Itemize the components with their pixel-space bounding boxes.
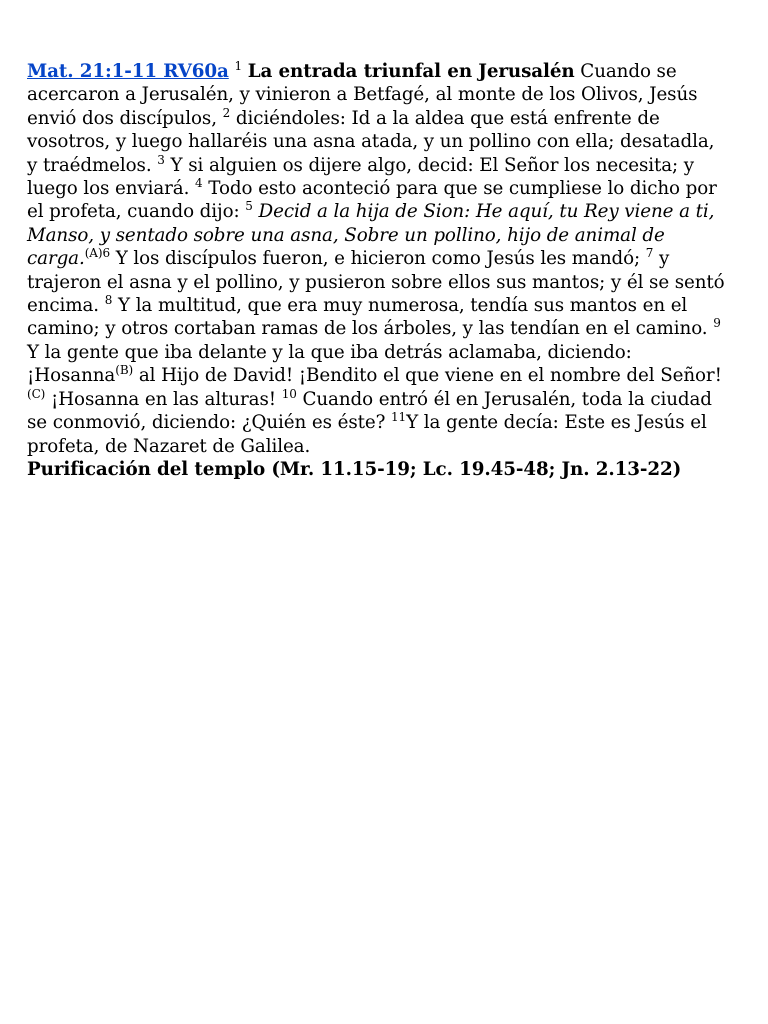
- verse-number-10: 10: [281, 386, 297, 401]
- verse-text-2: diciéndoles: Id a la aldea que está enfrente de vosotros, y luego hallaréis una asna atada, y un pollino con ella; desatadla, y traédmelos.: [27, 107, 715, 176]
- verse-text-3: Y si alguien os dijere algo, decid: El Señor los necesita; y luego los enviará.: [27, 154, 695, 200]
- verse-text-5: Decid a la hija de Sion: He aquí, tu Rey viene a ti, Manso, y sentado sobre una asna, Sobre un pollino, hijo de animal de carga.: [27, 201, 715, 270]
- next-section-heading: Purificación del templo (Mr. 11.15-19; Lc. 19.45-48; Jn. 2.13-22): [27, 458, 682, 480]
- passage-reference-link[interactable]: Mat. 21:1-11 RV60a: [27, 61, 229, 82]
- cross-reference-a[interactable]: (A): [84, 246, 103, 261]
- verse-number-7: 7: [645, 246, 654, 261]
- verse-number-11: 11: [390, 410, 407, 424]
- verse-text-9c: ¡Hosanna en las alturas!: [45, 388, 282, 410]
- verse-text-4: Todo esto aconteció para que se cumpliese lo dicho por el profeta, cuando dijo:: [27, 178, 717, 223]
- passage-paragraph: [27, 60, 727, 458]
- verse-number-4: 4: [195, 175, 203, 190]
- verse-text-1: Cuando se acercaron a Jerusalén, y vinieron a Betfagé, al monte de los Olivos, Jesús envió dos discípulos,: [27, 61, 698, 129]
- verse-text-10: Cuando entró él en Jerusalén, toda la ciudad se conmovió, diciendo: ¿Quién es éste?: [27, 388, 712, 434]
- verse-number-5: 5: [245, 199, 253, 214]
- verse-number-6: 6: [102, 246, 110, 261]
- bible-passage: [27, 60, 727, 481]
- verse-text-11: Y la gente decía: Este es Jesús el profeta, de Nazaret de Galilea.: [27, 412, 707, 457]
- verse-number-8: 8: [104, 292, 113, 307]
- verse-text-9a: Y la gente que iba delante y la que iba detrás aclamaba, diciendo: ¡Hosanna: [27, 341, 632, 387]
- section-heading: La entrada triunfal en Jerusalén: [247, 61, 575, 82]
- verse-text-9b: al Hijo de David! ¡Bendito el que viene en el nombre del Señor!: [133, 365, 722, 387]
- cross-reference-c[interactable]: (C): [27, 386, 46, 401]
- verse-text-7: y trajeron el asna y el pollino, y pusieron sobre ellos sus mantos; y él se sentó encima.: [27, 248, 725, 317]
- verse-number-9: 9: [713, 316, 721, 331]
- cross-reference-b[interactable]: (B): [115, 363, 134, 378]
- verse-text-8: Y la multitud, que era muy numerosa, tendía sus mantos en el camino; y otros cortaban ramas de los árboles, y las tendían en el camino.: [27, 295, 714, 340]
- verse-number-1: 1: [234, 58, 243, 73]
- verse-number-3: 3: [157, 152, 165, 167]
- verse-number-2: 2: [222, 105, 231, 120]
- verse-text-6: Y los discípulos fueron, e hicieron como Jesús les mandó;: [109, 248, 646, 270]
